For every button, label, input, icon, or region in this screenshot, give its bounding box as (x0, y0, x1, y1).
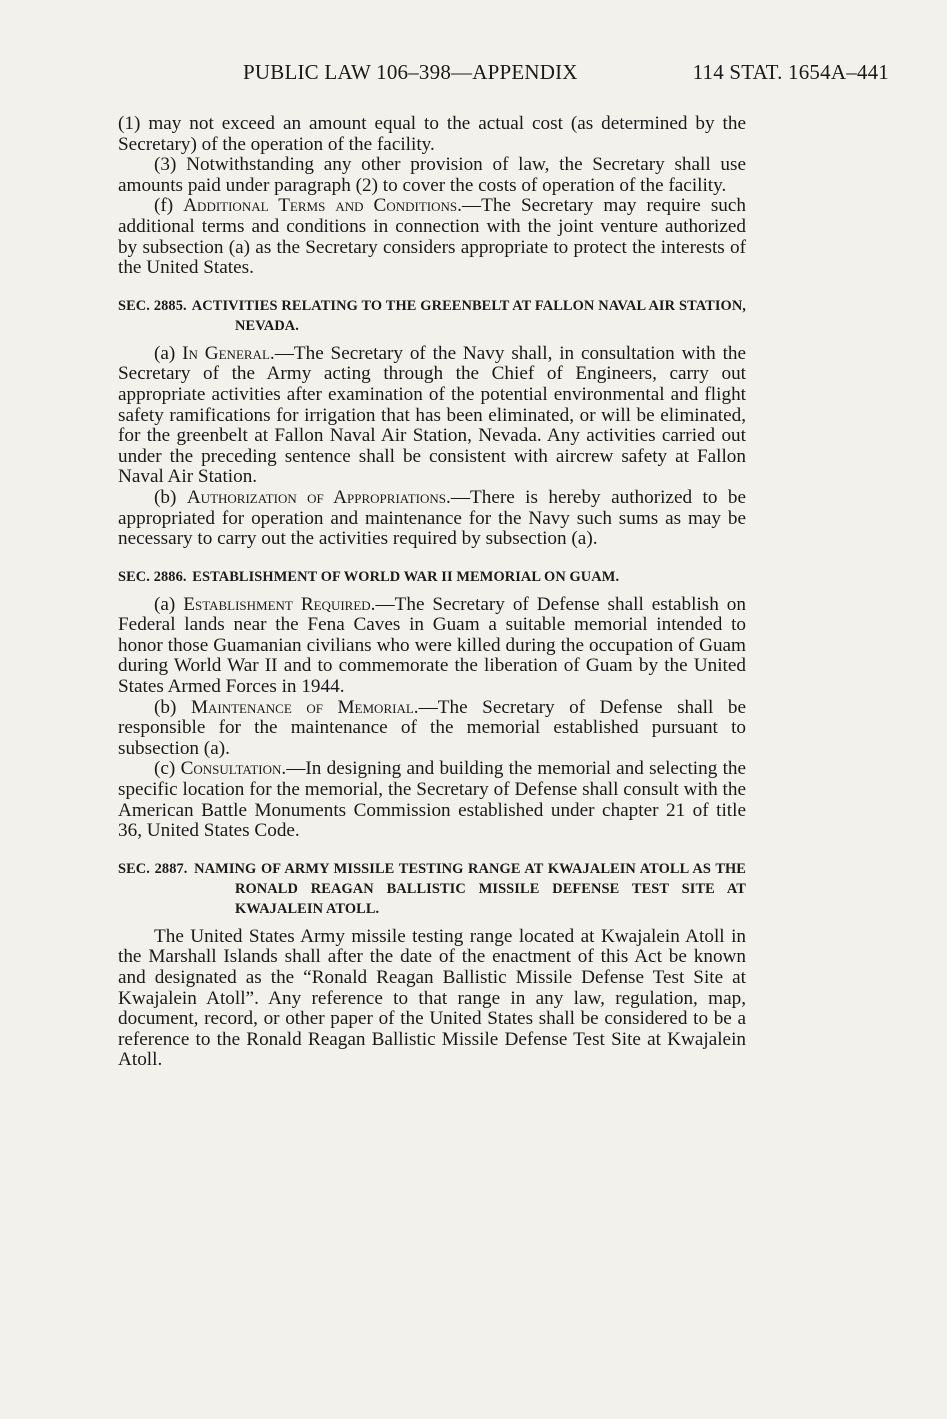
section-2886-b-number: (b) (154, 696, 177, 718)
section-2885-b-number: (b) (154, 486, 177, 508)
section-2887-number: SEC. 2887. (118, 860, 188, 877)
running-head (243, 60, 889, 90)
section-2885-a-heading: In General. (182, 342, 275, 364)
section-2887-title: NAMING OF ARMY MISSILE TESTING RANGE AT KWAJALEIN ATOLL AS THE RONALD REAGAN BALLISTIC MISSILE DEFENSE TEST SITE AT KWAJALEIN ATOLL. (194, 860, 747, 917)
section-2886-subsection-b (118, 698, 746, 760)
section-2886-a-number: (a) (154, 593, 176, 615)
subsection-f-number: (f) (154, 195, 174, 217)
section-2886-heading (118, 567, 746, 587)
section-2885-subsection-b (118, 488, 746, 550)
section-2887-text: The United States Army missile testing range located at Kwajalein Atoll in the Marshall Islands shall after the date of the enactment of this Act be known and designated as the “Ronald Reagan Ballistic Missile Defense Test Site at Kwajalein Atoll”. Any reference to that range in any law, regulation, map, document, record, or other paper of the United States shall be considered to be a reference to the Ronald Reagan Ballistic Missile Defense Test Site at Kwajalein Atoll. (118, 925, 746, 1071)
section-2885-a-text: —The Secretary of the Navy shall, in consultation with the Secretary of the Army acting through the Chief of Engineers, carry out appropriate activities after examination of the potential environmental and flight safety ramifications for irrigation that has been eliminated, or will be eliminated, for the greenbelt at Fallon Naval Air Station, Nevada. Any activities carried out under the preceding sentence shall be consistent with aircrew safety at Fallon Naval Air Station. (118, 342, 747, 488)
section-2885-b-text: —There is hereby authorized to be appropriated for operation and maintenance for the Navy such sums as may be necessary to carry out the activities required by subsection (a). (118, 486, 746, 550)
section-2886-c-heading: Consultation. (180, 758, 287, 780)
section-2885-a-number: (a) (154, 342, 176, 364)
continuation-paragraph: (1) may not exceed an amount equal to the actual cost (as determined by the Secretary) of the operation of the facility. (118, 113, 746, 155)
subsection-f (118, 196, 746, 278)
section-2885-heading (118, 296, 746, 336)
section-2886-a-text: —The Secretary of Defense shall establish on Federal lands near the Fena Caves in Guam a suitable memorial intended to honor those Guamanian civilians who were killed during the occupation of Guam during World War II and to commemorate the liberation of Guam by the United States Armed Forces in 1944. (118, 593, 746, 698)
subsection-f-text: —The Secretary may require such additional terms and conditions in connection with the joint venture authorized by subsection (a) as the Secretary considers appropriate to protect the interests of the United States. (118, 195, 747, 279)
section-2886-number: SEC. 2886. (118, 568, 187, 585)
section-2886-subsection-a (118, 595, 746, 698)
body-text (118, 114, 746, 1071)
section-2886-b-heading: Maintenance of Memorial. (190, 696, 419, 718)
section-2886-c-number: (c) (154, 758, 176, 780)
section-2886-subsection-c (118, 759, 746, 841)
section-2886-title: ESTABLISHMENT OF WORLD WAR II MEMORIAL ON GUAM. (192, 568, 620, 585)
running-head-title: PUBLIC LAW 106–398—APPENDIX (243, 60, 578, 84)
section-2886-b-text: —The Secretary of Defense shall be responsible for the maintenance of the memorial established pursuant to subsection (a). (118, 696, 746, 759)
subsection-f-heading: Additional Terms and Conditions. (183, 195, 462, 217)
section-2885-number: SEC. 2885. (118, 297, 187, 314)
section-2885-subsection-a (118, 344, 746, 488)
section-2885-title: ACTIVITIES RELATING TO THE GREENBELT AT FALLON NAVAL AIR STATION, NEVADA. (191, 297, 747, 334)
section-2886-c-text: —In designing and building the memorial and selecting the specific location for the memorial, the Secretary of Defense shall consult with the American Battle Monuments Commission established under chapter 21 of title 36, United States Code. (118, 758, 747, 842)
section-2887-heading (118, 859, 746, 919)
section-2886-a-heading: Establishment Required. (183, 593, 376, 615)
running-head-page-ref: 114 STAT. 1654A–441 (692, 60, 889, 84)
section-2885-b-heading: Authorization of Appropriations. (186, 486, 451, 508)
paragraph-3: (3) Notwithstanding any other provision of law, the Secretary shall use amounts paid under paragraph (2) to cover the costs of operation of the facility. (118, 154, 746, 196)
